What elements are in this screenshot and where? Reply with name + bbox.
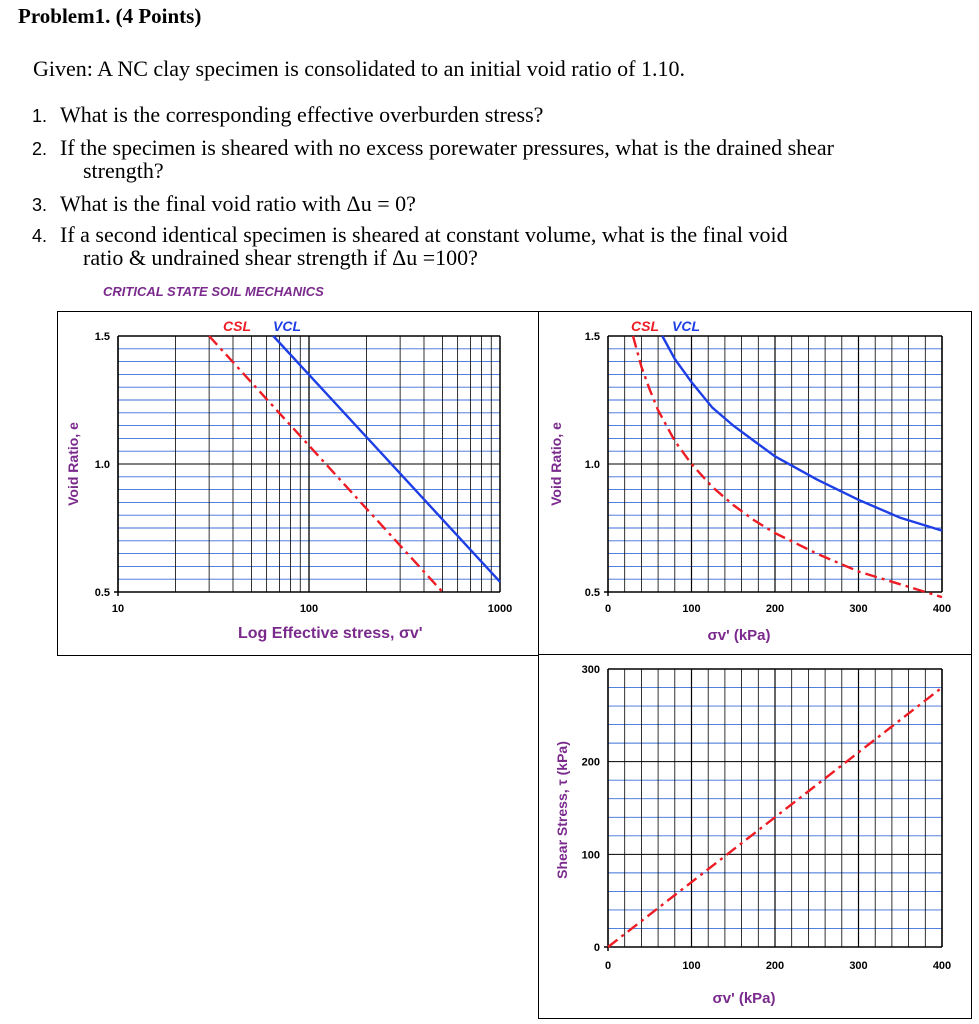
x-tick-label: 100 [682,960,701,972]
question-number: 3. [32,195,48,215]
legend-label-csl: CSL [631,318,659,334]
question-number: 4. [32,226,48,246]
shear-chart [539,655,971,1018]
question-2 [32,137,834,182]
question-number: 1. [32,106,48,126]
y-tick-label: 100 [581,849,600,862]
x-tick-label: 300 [849,960,868,972]
shear-chart-panel [538,654,972,1019]
figure-heading: CRITICAL STATE SOIL MECHANICS [103,284,324,299]
x-tick-label: 100 [682,603,701,615]
question-text: If the specimen is sheared with no excess porewater pressures, what is the drained shear [60,135,835,160]
question-text: What is the final void ratio with Δu = 0? [60,191,416,216]
y-tick-label: 300 [581,664,600,676]
question-number: 2. [32,139,48,159]
series-line-vcl [662,336,942,531]
question-1 [32,104,543,127]
x-tick-label: 0 [604,960,612,972]
question-3 [32,193,416,216]
arith-chart-panel [538,311,972,656]
y-tick-label: 1.0 [584,459,600,471]
y-tick-label: 0.5 [94,587,110,599]
y-tick-label: 1.5 [94,331,110,343]
y-tick-label: 1.5 [584,331,600,343]
y-axis-label: Void Ratio, e [548,422,564,506]
log-chart-panel [57,311,540,656]
question-continuation: ratio & undrained shear strength if Δu =100? [83,245,478,270]
question-4 [32,224,788,269]
x-tick-label: 10 [111,603,125,615]
x-tick-label: 400 [932,603,952,615]
question-continuation: strength? [83,158,164,183]
question-text: What is the corresponding effective overburden stress? [60,102,544,127]
series-line-csl [633,336,942,597]
y-tick-label: 0 [593,942,600,954]
x-tick-label: 1000 [487,603,513,615]
x-axis-label: σv' (kPa) [707,627,771,644]
problem-title: Problem1. (4 Points) [18,4,202,28]
x-axis-label: Log Effective stress, σv' [238,625,423,642]
x-tick-label: 400 [932,960,952,972]
legend-label-vcl: VCL [273,318,301,334]
x-tick-label: 100 [299,603,319,615]
series-line-vcl [273,336,500,582]
given-statement: Given: A NC clay specimen is consolidated to an initial void ratio of 1.10. [33,56,685,81]
question-text: If a second identical specimen is sheared at constant volume, what is the final void [60,222,788,247]
x-tick-label: 200 [765,960,785,972]
log-chart [58,312,539,655]
y-axis-label: Shear Stress, τ (kPa) [554,741,570,879]
y-axis-label: Void Ratio, e [65,422,81,506]
legend-label-vcl: VCL [672,318,700,334]
y-tick-label: 200 [581,756,600,769]
x-tick-label: 0 [604,603,612,615]
y-tick-label: 1.0 [94,459,110,471]
y-tick-label: 0.5 [584,587,600,599]
x-tick-label: 300 [849,603,868,615]
x-axis-label: σv' (kPa) [712,990,776,1007]
arith-chart [539,312,971,655]
x-tick-label: 200 [765,603,785,615]
legend-label-csl: CSL [223,318,251,334]
